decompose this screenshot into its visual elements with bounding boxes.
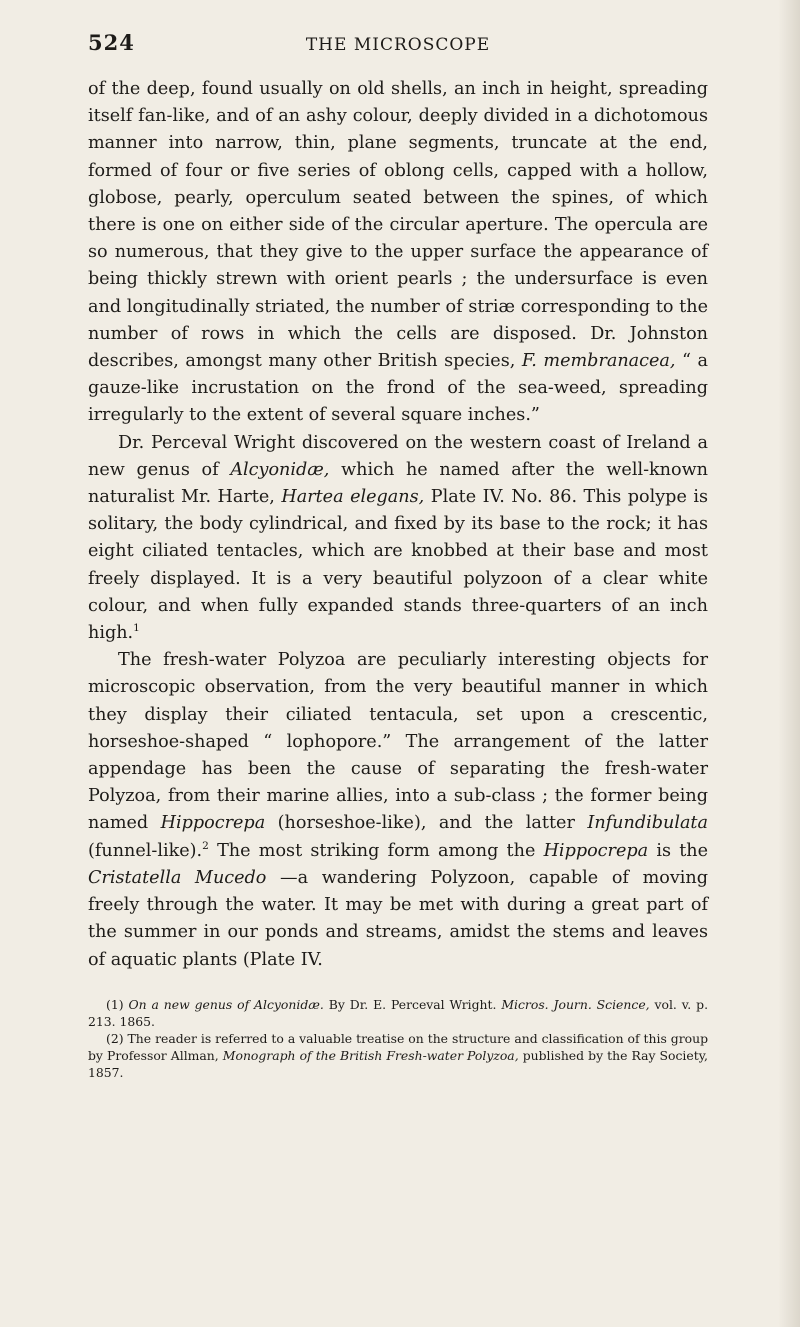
citation-title: On a new genus of Alcyonidæ.: [128, 996, 324, 1012]
footnote-ref: 1: [133, 622, 140, 635]
text-span: (funnel-like).: [88, 840, 203, 861]
species-name: Hartea elegans,: [281, 487, 425, 508]
paragraph-2: [88, 430, 708, 648]
paragraph-3: [88, 647, 708, 973]
text-span: The fresh-water Polyzoa are peculiarly interesting objects for microscopic observation, from the very beautiful manner in which they display their ciliated tentacula, set upon a crescentic, horseshoe-shaped “ lophopore.” The arrangement of the latter appendage has been the cause of separating the fresh-water Polyzoa, from their marine allies, into a sub-class ; the former being named: [88, 650, 708, 834]
species-name: F. membranacea,: [521, 351, 676, 372]
text-span: Plate IV. No. 86. This polype is solitary, the body cylindrical, and fixed by its base to the rock; it has eight ciliated tentacles, which are knobbed at their base and most freely displayed. It is a very beautiful polyzoon of a clear white colour, and when fully expanded stands three-quarters of an inch high.: [88, 487, 709, 644]
text-span: —a wandering Polyzoon, capable of moving freely through the water. It may be met with during a great part of the summer in our ponds and streams, amidst the stems and leaves of aquatic plants (Plate IV.: [88, 867, 708, 970]
citation-title: Monograph of the British Fresh-water Polyzoa,: [222, 1047, 519, 1063]
body-text: [88, 76, 708, 974]
text-span: published by the Ray Society, 1857.: [88, 1047, 708, 1080]
footnote-1: [88, 996, 708, 1030]
footnote-number: (2): [106, 1030, 128, 1046]
text-span: The reader is referred to a valuable treatise on the structure and classification of this group by Professor Allman,: [88, 1030, 708, 1063]
family-name: Alcyonidæ,: [230, 459, 330, 480]
footnote-2: [88, 1030, 708, 1081]
text-span: which he named after the well-known naturalist Mr. Harte,: [88, 459, 708, 508]
text-span: (horseshoe-like), and the latter: [265, 813, 588, 834]
text-span: is the: [648, 840, 709, 861]
page-number: 524: [88, 30, 135, 55]
footnote-ref: 2: [202, 839, 209, 852]
text-span: The most striking form among the: [208, 840, 544, 861]
page-header: [88, 30, 708, 70]
taxon-name: Hippocrepa: [543, 840, 649, 861]
paragraph-1: [88, 76, 708, 430]
taxon-name: Infundibulata: [587, 813, 708, 834]
text-span: of the deep, found usually on old shells, an inch in height, spreading itself fan-like, and of an ashy colour, deeply divided in a dichotomous manner into narrow, thin, plane segments, truncate at the end, formed of four or five series of oblong cells, capped with a hollow, globose, pearly, operculum seated between the spines, of which there is one on either side of the circular aperture. The opercula are so numerous, that they give to the upper surface the appearance of being thickly strewn with orient pearls ; the undersurface is even and longitudinally striated, the number of striæ corresponding to the number of rows in which the cells are disposed. Dr. Johnston describes, amongst many other British species,: [88, 79, 708, 372]
species-name: Cristatella Mucedo: [88, 867, 267, 888]
text-span: Dr. Perceval Wright discovered on the western coast of Ireland a new genus of: [88, 432, 708, 480]
taxon-name: Hippocrepa: [160, 813, 266, 834]
text-span: By Dr. E. Perceval Wright.: [323, 996, 502, 1012]
text-span: vol. v. p. 213. 1865.: [88, 996, 709, 1029]
journal-name: Micros. Journ. Science,: [501, 996, 650, 1012]
footnotes: [88, 996, 708, 1081]
text-span: “ a gauze-like incrustation on the frond of the sea-weed, spreading irregularly to the extent of several square inches.”: [88, 351, 708, 426]
running-title: THE MICROSCOPE: [305, 35, 491, 55]
page-edge-shadow: [778, 0, 800, 1327]
footnote-number: (1): [106, 996, 129, 1012]
